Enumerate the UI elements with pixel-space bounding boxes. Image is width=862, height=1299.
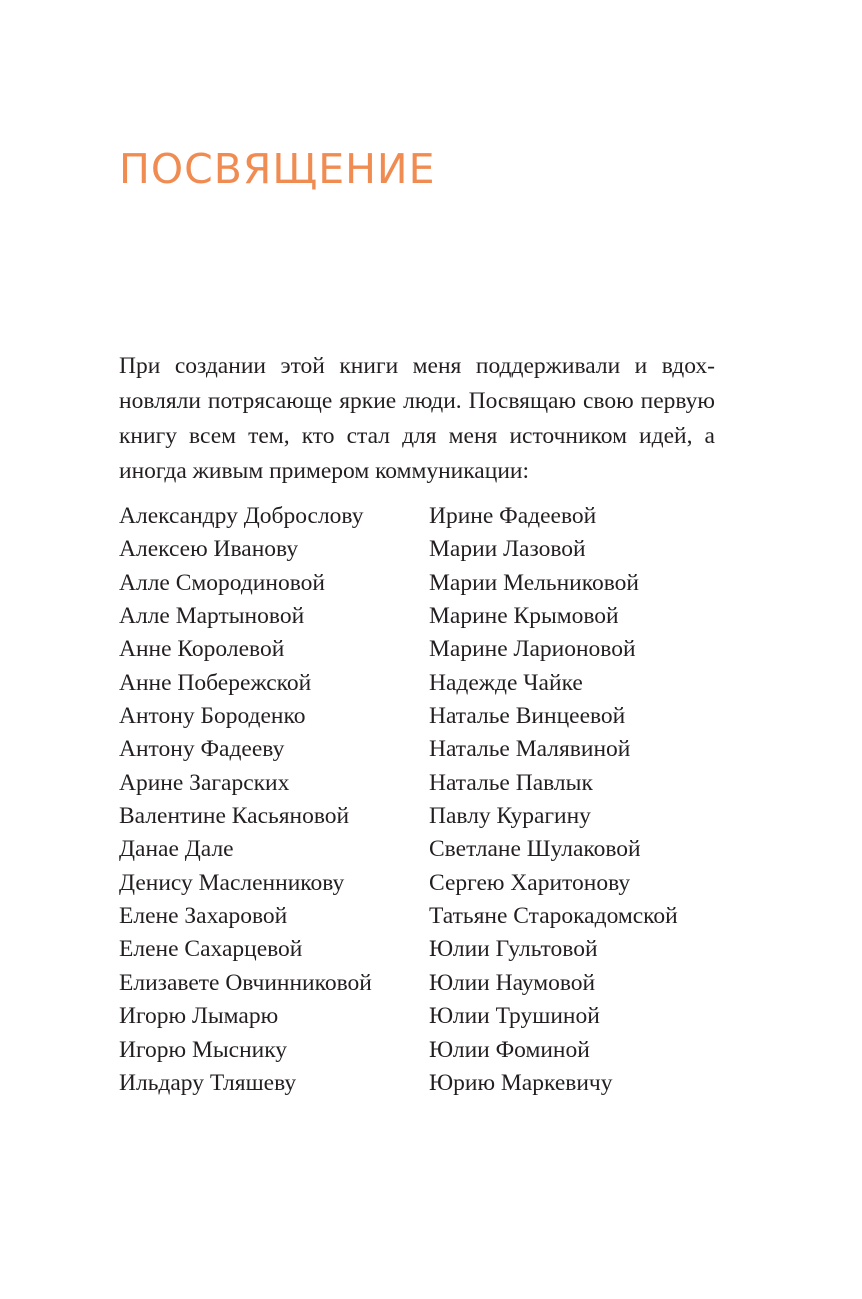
name-item: Юлии Трушиной [429,1003,600,1030]
names-column-right [429,500,678,1100]
name-item: Анне Королевой [119,636,285,663]
page-title: ПОСВЯЩЕНИЕ [119,145,436,193]
names-column-left [119,500,372,1100]
name-item: Наталье Малявиной [429,736,631,763]
name-item: Арине Загарских [119,769,290,796]
name-item: Данае Дале [119,836,234,863]
name-item: Елене Захаровой [119,903,288,930]
name-item: Юлии Наумовой [429,969,596,996]
name-item: Алле Мартыновой [119,603,305,630]
name-item: Марине Ларионовой [429,636,636,663]
name-item: Наталье Павлык [429,769,593,796]
name-item: Анне Побережской [119,669,312,696]
name-item: Павлу Курагину [429,803,591,830]
name-item: Елизавете Овчинниковой [119,969,372,996]
name-item: Александру Доброслову [119,503,364,529]
name-item: Наталье Винцеевой [429,703,626,730]
name-item: Надежде Чайке [429,669,583,696]
name-item: Марии Лазовой [429,536,586,563]
name-item: Юлии Гультовой [429,936,598,963]
name-item: Елене Сахарцевой [119,936,303,963]
name-item: Юлии Фоминой [429,1036,590,1063]
name-item: Татьяне Старокадомской [429,903,678,930]
name-item: Сергею Харитонову [429,869,631,896]
name-item: Алексею Иванову [119,536,299,563]
name-item: Светлане Шулаковой [429,836,641,863]
name-item: Марии Мельниковой [429,569,639,596]
name-item: Игорю Мыснику [119,1036,288,1063]
name-item: Антону Фадееву [119,736,285,763]
name-item: Марине Крымовой [429,603,619,630]
dedication-intro: При создании этой книги меня поддерживали и вдохновляли потрясающе яркие люди. Посвящаю свою первую книгу всем тем, кто стал для меня источником идей, а иногда живым примером коммуникации: [119,353,715,484]
name-item: Антону Бороденко [119,703,306,730]
name-item: Игорю Лымарю [119,1003,279,1030]
name-item: Алле Смородиновой [119,569,325,596]
name-item: Юрию Маркевичу [429,1069,613,1096]
name-item: Денису Масленникову [119,869,345,896]
name-item: Валентине Касьяновой [119,803,350,830]
name-item: Ирине Фадеевой [429,503,597,529]
name-item: Ильдару Тляшеву [119,1069,297,1096]
